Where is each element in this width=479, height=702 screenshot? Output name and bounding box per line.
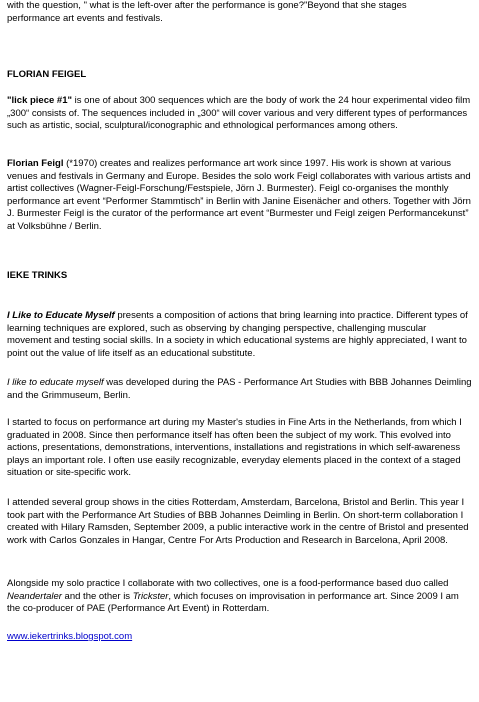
ieke-work-title: I Like to Educate Myself [7, 310, 115, 321]
florian-bio-paragraph [7, 158, 473, 234]
ieke-paragraph-5 [7, 578, 473, 616]
ieke-work-text: presents a composition of actions that bring learning into practice. Different types of learning techniques are explored, such as observing by changing perspective, challenging muscular movement and testing social skills. In a society in which educational systems are highly appreciated, I want to point out the value of life itself as an educational substitute. [7, 310, 468, 359]
florian-work-title: "lick piece #1" [7, 95, 72, 106]
florian-bio-name: Florian Feigl [7, 158, 64, 169]
ieke-pas-title: I like to educate myself [7, 377, 104, 388]
neandertaler-name: Neandertaler [7, 590, 62, 602]
ieke-paragraph-4: I attended several group shows in the cities Rotterdam, Amsterdam, Barcelona, Bristol and Berlin. This year I took part with the Performance Art Studies of BBB Johannes Deimling in Berlin. On short-term collaboration I created with Hilary Ramsden, September 2009, a public interactive work in the centre of Bristol and presented work with Carlos Gonzales in Hangar, Centre For Arts Production and Research in Barcelona, April 2008. [7, 497, 469, 546]
florian-heading: FLORIAN FEIGEL [7, 69, 87, 80]
florian-bio-text: (*1970) creates and realizes performance art work since 1997. His work is shown at various venues and festivals in Germany and Europe. Besides the solo work Feigl collaborates with various artists and artist collectives (Wagner-Feigl-Forschung/Festspiele, Jörn J. Burmester). Feigl co-organises the monthly performance art event “Performer Stammtisch” in Berlin with Janine Eisenächer and others. Together with Jörn J. Burmester Feigl is the curator of the performance art event “Burmester und Feigl zeigen Performancekunst” at Volksbühne / Berlin. [7, 158, 471, 232]
intro-line-1: with the question, " what is the left-over after the performance is gone?"Beyond that she stages [7, 0, 407, 11]
intro-paragraph [7, 0, 407, 25]
trickster-name: Trickster [132, 590, 169, 602]
florian-work-paragraph [7, 95, 473, 133]
ieke-pas-paragraph [7, 377, 473, 402]
ieke-blog-link[interactable]: www.iekertrinks.blogspot.com [7, 631, 133, 642]
ieke-work-paragraph [7, 310, 473, 360]
ieke-para5-part-c: , which focuses on improvisation in performance art. Since 2009 I am the co-producer of PAE (Performance Art Event) in Rotterdam. [7, 590, 459, 615]
ieke-para5-part-b: and the other is [61, 590, 133, 602]
ieke-paragraph-3: I started to focus on performance art during my Master's studies in Fine Arts in the Netherlands, from which I graduated in 2008. Since then performance itself has often been the subject of my work. This evolved into actions, presentations, demonstrations, interventions, installations and registrations in which self-awareness plays an important role. I often use easily recognizable, everyday elements placed in the context of a staged situation or site-specific work. [7, 417, 462, 479]
intro-line-2: performance art events and festivals. [7, 12, 163, 24]
ieke-heading: IEKE TRINKS [7, 270, 68, 281]
ieke-pas-text: was developed during the PAS - Performance Art Studies with BBB Johannes Deimling and the Grimmuseum, Berlin. [7, 377, 472, 401]
florian-work-text: is one of about 300 sequences which are the body of work the 24 hour experimental video film „300“ consists of. The sequences included in „300“ will cover various and very different types of performances such as artistic, social, sculptural/iconographic and ethnological performances among others. [7, 95, 471, 132]
ieke-para5-part-a: Alongside my solo practice I collaborate with two collectives, one is a food-performance based duo called [7, 578, 449, 589]
